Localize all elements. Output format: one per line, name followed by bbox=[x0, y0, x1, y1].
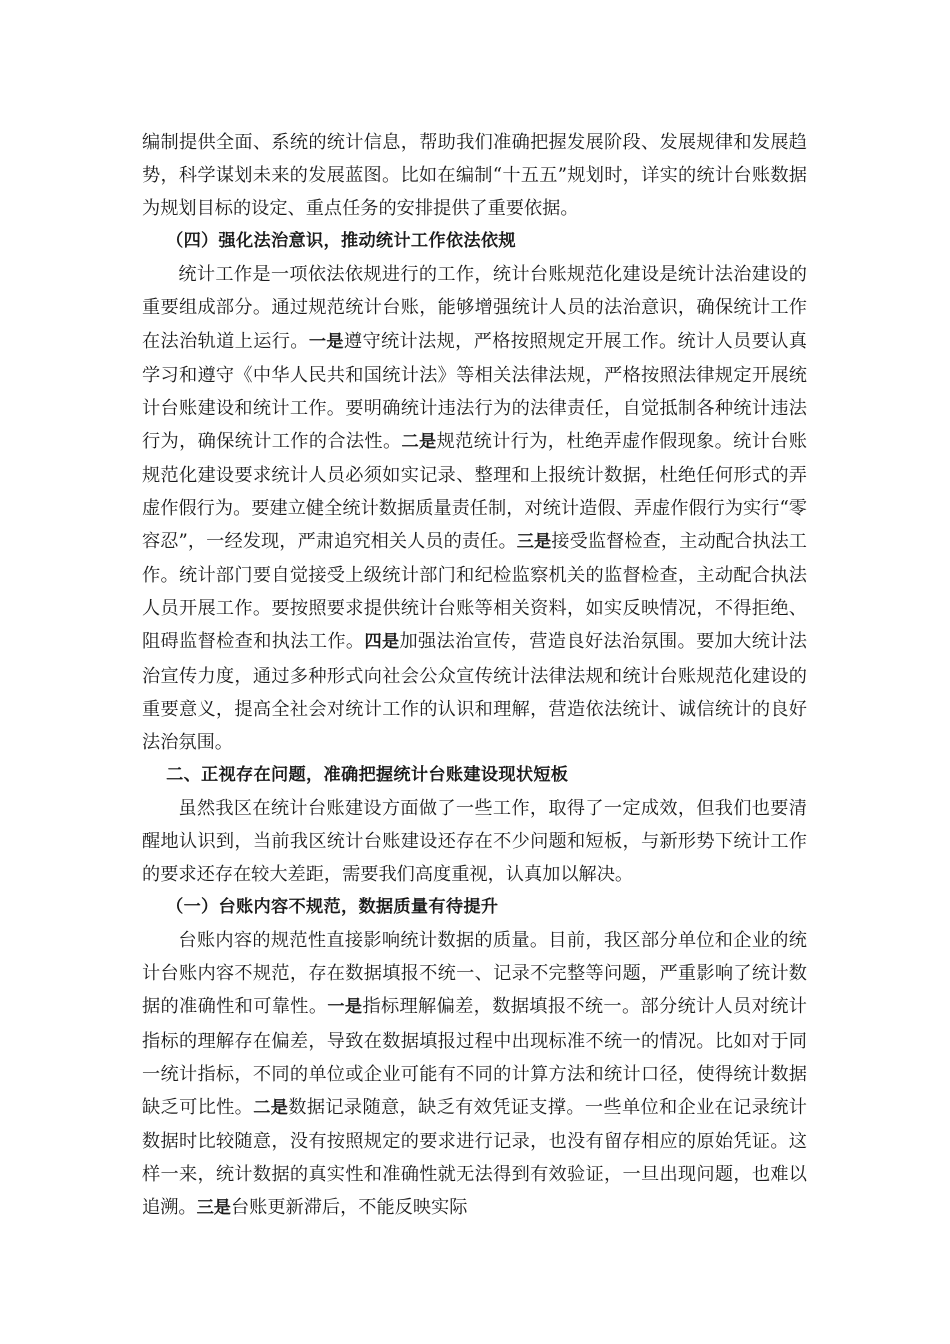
paragraph-continued: 编制提供全面、系统的统计信息，帮助我们准确把握发展阶段、发展规律和发展趋势，科学谋划未来的发展蓝图。比如在编制“十五五”规划时，详实的统计台账数据为规划目标的设定、重点任务的安排提供了重要依据。 bbox=[142, 132, 807, 220]
paragraph-text: 台账更新滞后，不能反映实际 bbox=[230, 1197, 468, 1218]
keyword-first: 一是 bbox=[327, 997, 363, 1018]
keyword-fourth: 四是 bbox=[364, 632, 400, 653]
keyword-second: 二是 bbox=[253, 1097, 289, 1118]
paragraph-problems-intro: 虽然我区在统计台账建设方面做了一些工作，取得了一定成效，但我们也要清醒地认识到，当前我区统计台账建设还存在不少问题和短板，与新形势下统计工作的要求还存在较大差距，需要我们高度重视，认真加以解决。 bbox=[142, 797, 807, 886]
paragraph-text: 数据记录随意，缺乏有效凭证支撑。一些单位和企业在记录统计数据时比较随意，没有按照规定的要求进行记录，也没有留存相应的原始凭证。这样一来，统计数据的真实性和准确性就无法得到有效验证，一旦出现问题，也难以追溯。 bbox=[142, 1096, 807, 1218]
paragraph-text: 指标理解偏差，数据填报不统一。部分统计人员对统计指标的理解存在偏差，导致在数据填报过程中出现标准不统一的情况。比如对于同一统计指标，不同的单位或企业可能有不同的计算方法和统计口径，使得统计数据缺乏可比性。 bbox=[142, 996, 807, 1118]
paragraph-text: 统计工作是一项依法依规进行的工作，统计台账规范化建设是统计法治建设的重要组成部分。通过规范统计台账，能够增强统计人员的法治意识，确保统计工作在法治轨道上运行。 bbox=[142, 264, 807, 352]
keyword-third: 三是 bbox=[516, 532, 552, 553]
paragraph-rule-of-law bbox=[142, 258, 807, 758]
keyword-first: 一是 bbox=[308, 331, 344, 352]
section-heading-1: （一）台账内容不规范，数据质量有待提升 bbox=[166, 897, 499, 918]
section-heading-4: （四）强化法治意识，推动统计工作依法依规 bbox=[166, 231, 516, 252]
paragraph-ledger-content bbox=[142, 924, 807, 1225]
document-page bbox=[142, 126, 807, 1225]
keyword-second: 二是 bbox=[401, 431, 437, 452]
keyword-third: 三是 bbox=[196, 1198, 231, 1218]
paragraph-text: 台账内容的规范性直接影响统计数据的质量。目前，我区部分单位和企业的统计台账内容不规范，存在数据填报不统一、记录不完整等问题，严重影响了统计数据的准确性和可靠性。 bbox=[142, 930, 807, 1018]
chapter-heading-2: 二、正视存在问题，准确把握统计台账建设现状短板 bbox=[166, 764, 569, 785]
paragraph-text: 遵守统计法规，严格按照规定开展工作。统计人员要认真学习和遵守《中华人民共和国统计法》等相关法律法规，严格按照法律规定开展统计台账建设和统计工作。要明确统计违法行为的法律责任，自觉抵制各种统计违法行为，确保统计工作的合法性。 bbox=[142, 330, 807, 452]
paragraph-text: 接受监督检查，主动配合执法工作。统计部门要自觉接受上级统计部门和纪检监察机关的监督检查，主动配合执法人员开展工作。要按照要求提供统计台账等相关资料，如实反映情况，不得拒绝、阻碍监督检查和执法工作。 bbox=[142, 531, 807, 653]
paragraph-text: 加强法治宣传，营造良好法治氛围。要加大统计法治宣传力度，通过多种形式向社会公众宣传统计法律法规和统计台账规范化建设的重要意义，提高全社会对统计工作的认识和理解，营造依法统计、诚信统计的良好法治氛围。 bbox=[142, 631, 807, 753]
paragraph-text: 规范统计行为，杜绝弄虚作假现象。统计台账规范化建设要求统计人员必须如实记录、整理和上报统计数据，杜绝任何形式的弄虚作假行为。要建立健全统计数据质量责任制，对统计造假、弄虚作假行为实行“零容忍”，一经发现，严肃追究相关人员的责任。 bbox=[142, 430, 807, 553]
